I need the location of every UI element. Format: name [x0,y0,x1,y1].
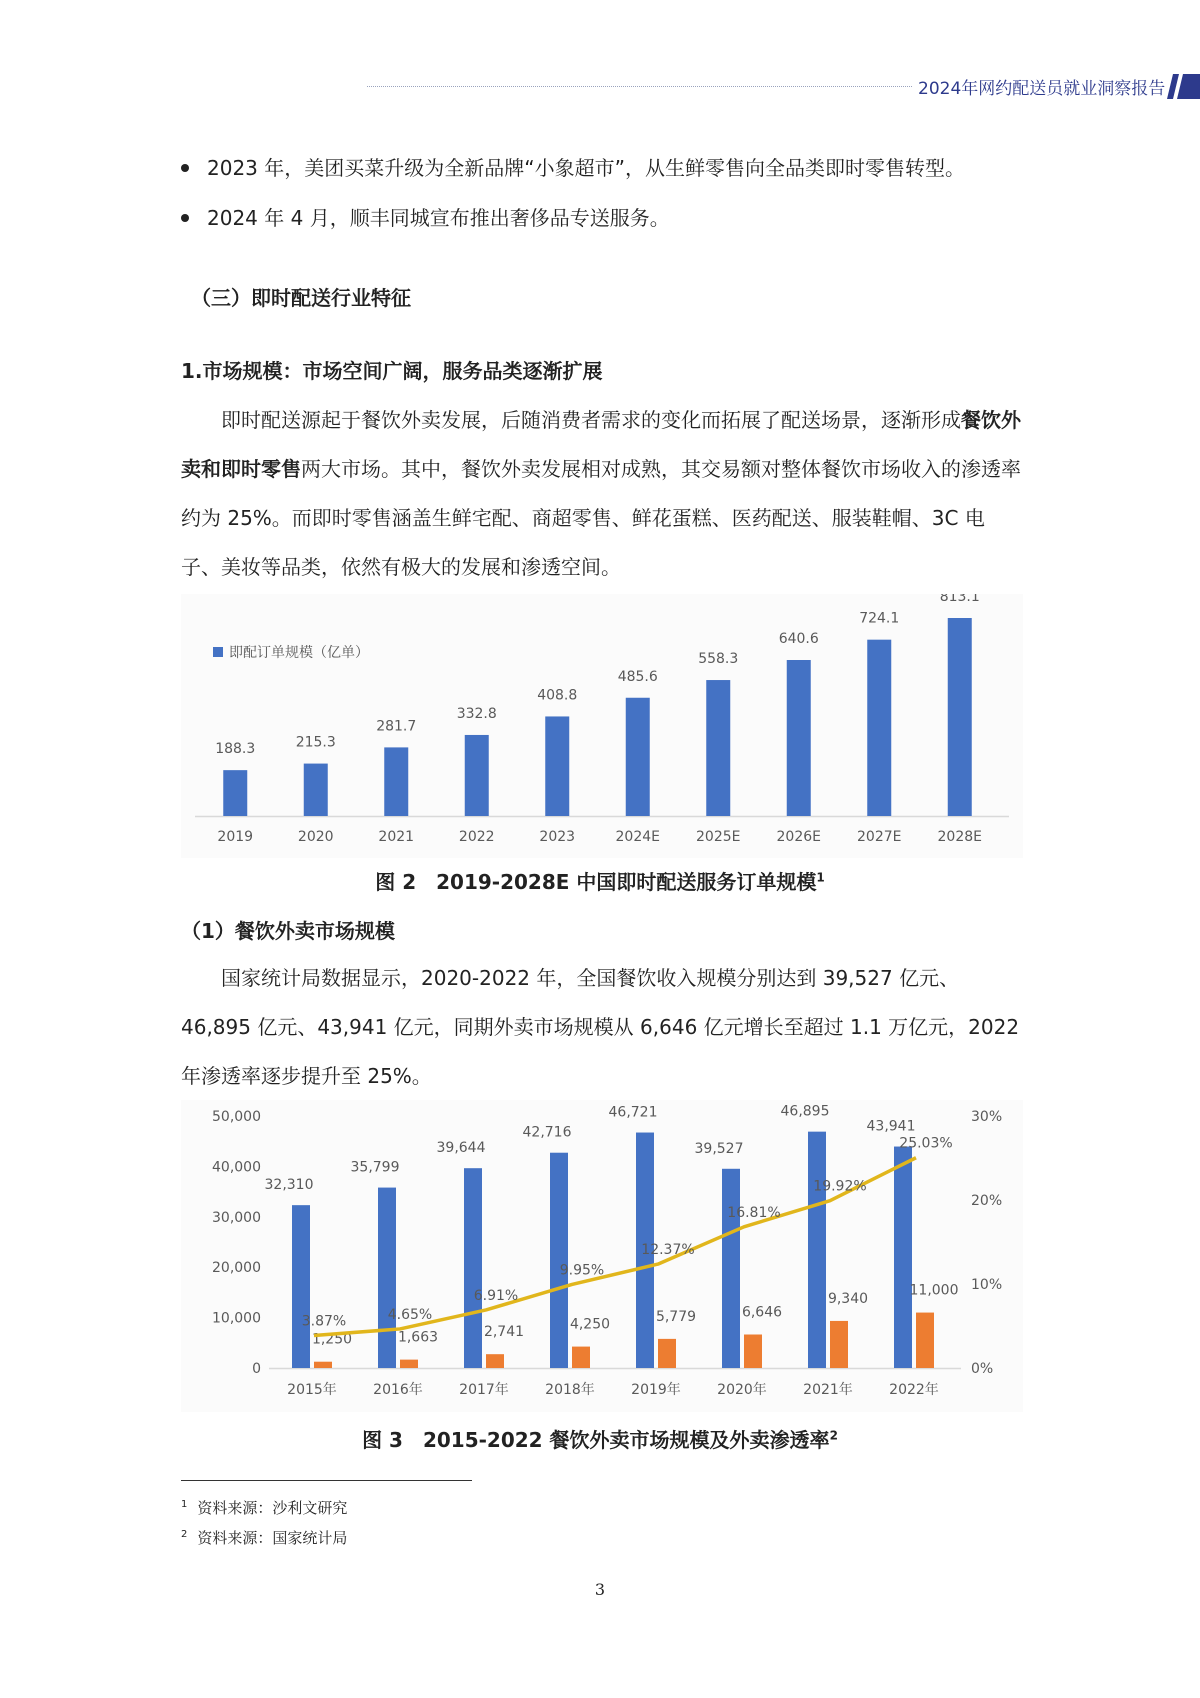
data-label: 4,250 [569,1316,611,1333]
x-tick-label: 2015年 [287,1382,337,1398]
bar-delivery-market [658,1339,676,1368]
x-tick-label: 2022 [458,829,495,845]
bullet-dot-icon [181,164,189,172]
x-tick-label: 2026E [776,829,821,845]
data-label: 2,741 [483,1324,525,1341]
paragraph-food-delivery: 国家统计局数据显示，2020-2022 年，全国餐饮收入规模分别达到 39,527 亿元、46,895 亿元、43,941 亿元，同期外卖市场规模从 6,646 亿元增长至超过 1.1 万亿元，2022 年渗透率逐步提升至 25%。 [181,966,1020,1088]
bullet-text: 2024 年 4 月，顺丰同城宣布推出奢侈品专送服务。 [207,206,670,230]
footnote-text: 资料来源：沙利文研究 [197,1499,348,1517]
x-tick-label: 2024E [615,829,660,845]
x-tick-label: 2028E [937,829,982,845]
bar-delivery-market [572,1347,590,1368]
x-tick-label: 2016年 [373,1382,423,1398]
data-label: 32,310 [264,1177,314,1194]
x-tick-label: 2019年 [631,1382,681,1398]
footnote [181,1497,347,1518]
data-label: 485.6 [617,668,658,685]
data-label: 6,646 [741,1304,783,1321]
footnote-text: 资料来源：国家统计局 [197,1529,348,1547]
header-dotted-rule [367,86,912,87]
x-tick-label: 2027E [857,829,902,845]
y-left-tick-label: 10,000 [212,1310,261,1327]
line-data-label: 6.91% [473,1287,519,1304]
bullet-dot-icon [181,214,189,222]
subsection-heading: 1.市场规模：市场空间广阔，服务品类逐渐扩展 [181,359,603,383]
bar [223,770,247,816]
x-tick-label: 2020 [297,829,334,845]
x-tick-label: 2021年 [803,1382,853,1398]
x-tick-label: 2020年 [717,1382,767,1398]
bar [545,716,569,816]
food-delivery-heading: （1）餐饮外卖市场规模 [181,919,395,943]
x-tick-label: 2025E [696,829,741,845]
data-label: 215.3 [295,734,336,751]
data-label: 35,799 [350,1159,400,1176]
bar [706,680,730,816]
bar-restaurant-revenue [550,1153,568,1368]
footnote-number: 2 [181,1529,188,1540]
y-left-tick-label: 50,000 [212,1109,261,1125]
footnote [181,1527,347,1548]
footnote-number: 1 [181,1499,188,1510]
data-label: 188.3 [215,741,256,758]
data-label: 11,000 [909,1282,959,1299]
data-label: 640.6 [778,631,819,648]
x-tick-label: 2022年 [889,1382,939,1398]
y-right-tick-label: 10% [971,1277,1003,1293]
figure-caption-text: 图 3 2015-2022 餐饮外卖市场规模及外卖渗透率 [362,1428,830,1452]
line-data-label: 4.65% [387,1306,433,1323]
x-tick-label: 2019 [217,829,254,845]
data-label: 43,941 [866,1118,916,1135]
legend-label: 即配订单规模（亿单） [229,645,369,661]
bar-delivery-market [400,1360,418,1368]
data-label: 46,895 [780,1103,830,1120]
paragraph-market-scale [181,396,1021,592]
data-label: 1,663 [397,1329,439,1346]
footnote-ref: 2 [829,1428,838,1443]
page-number: 3 [594,1580,606,1599]
bar-restaurant-revenue [894,1147,912,1368]
y-left-tick-label: 40,000 [212,1159,261,1176]
bar [626,698,650,816]
line-data-label: 3.87% [301,1313,347,1330]
line-data-label: 12.37% [641,1242,695,1259]
footnote-divider [181,1480,472,1481]
bar-restaurant-revenue [464,1168,482,1368]
bullet-text: 2023 年，美团买菜升级为全新品牌“小象超市”，从生鲜零售向全品类即时零售转型。 [207,156,965,180]
paragraph-text: 即时配送源起于餐饮外卖发展，后随消费者需求的变化而拓展了配送场景，逐渐形成 [221,408,961,432]
bar-delivery-market [486,1354,504,1368]
data-label: 724.1 [859,610,900,627]
bar-restaurant-revenue [808,1132,826,1368]
bar-restaurant-revenue [292,1205,310,1368]
bar [465,735,489,816]
data-label: 558.3 [698,651,739,668]
bar [867,640,891,816]
data-label: 46,721 [608,1104,658,1121]
x-tick-label: 2021 [378,829,415,845]
figure-caption-text: 图 2 2019-2028E 中国即时配送服务订单规模 [375,870,817,894]
figure3-caption [0,1424,1200,1453]
figure2-caption [0,866,1200,895]
header-slash-mark-icon [1167,74,1200,99]
section-heading: （三）即时配送行业特征 [191,286,411,310]
y-left-tick-label: 0 [252,1361,261,1377]
data-label: 281.7 [376,718,417,735]
data-label: 5,779 [655,1308,697,1325]
header-title: 2024年网约配送员就业洞察报告 [918,79,1166,99]
data-label: 39,527 [694,1140,744,1157]
y-right-tick-label: 20% [971,1193,1003,1209]
bar-delivery-market [916,1313,934,1368]
line-data-label: 19.92% [813,1178,867,1195]
y-right-tick-label: 0% [971,1361,994,1377]
y-right-tick-label: 30% [971,1109,1003,1125]
data-label: 813.1 [939,594,980,605]
bar-restaurant-revenue [378,1188,396,1368]
order-volume-bar-chart [181,594,1023,858]
footnote-ref: 1 [816,870,825,885]
x-tick-label: 2018年 [545,1382,595,1398]
x-tick-label: 2023 [539,829,576,845]
bar-restaurant-revenue [722,1169,740,1368]
paragraph-text: 两大市场。其中，餐饮外卖发展相对成熟，其交易额对整体餐饮市场收入的渗透率约为 25%。而即时零售涵盖生鲜宅配、商超零售、鲜花蛋糕、医药配送、服装鞋帽、3C 电子、美妆等品类，依然有极大的发展和渗透空间。 [181,457,1021,579]
bar [948,618,972,816]
bullet-item [181,152,965,181]
y-left-tick-label: 20,000 [212,1260,261,1277]
line-data-label: 16.81% [727,1204,781,1221]
line-data-label: 25.03% [899,1135,953,1152]
line-data-label: 9.95% [559,1262,605,1279]
data-label: 1,250 [311,1331,353,1348]
figure2-chart-container [181,594,1023,858]
legend-swatch [213,647,223,657]
bar [384,747,408,816]
bar [304,764,328,816]
food-delivery-combo-chart [181,1100,1023,1412]
bullet-item [181,202,670,231]
bar-delivery-market [744,1335,762,1368]
data-label: 42,716 [522,1124,572,1141]
data-label: 332.8 [456,705,497,722]
data-label: 39,644 [436,1140,486,1157]
bar-delivery-market [314,1362,332,1368]
figure3-chart-container [181,1100,1023,1412]
bar-delivery-market [830,1321,848,1368]
x-tick-label: 2017年 [459,1382,509,1398]
paragraph-bold-text: 餐饮外卖和即时零售 [181,408,1021,481]
data-label: 408.8 [537,687,578,704]
bar [787,660,811,816]
y-left-tick-label: 30,000 [212,1209,261,1226]
data-label: 9,340 [827,1290,869,1307]
